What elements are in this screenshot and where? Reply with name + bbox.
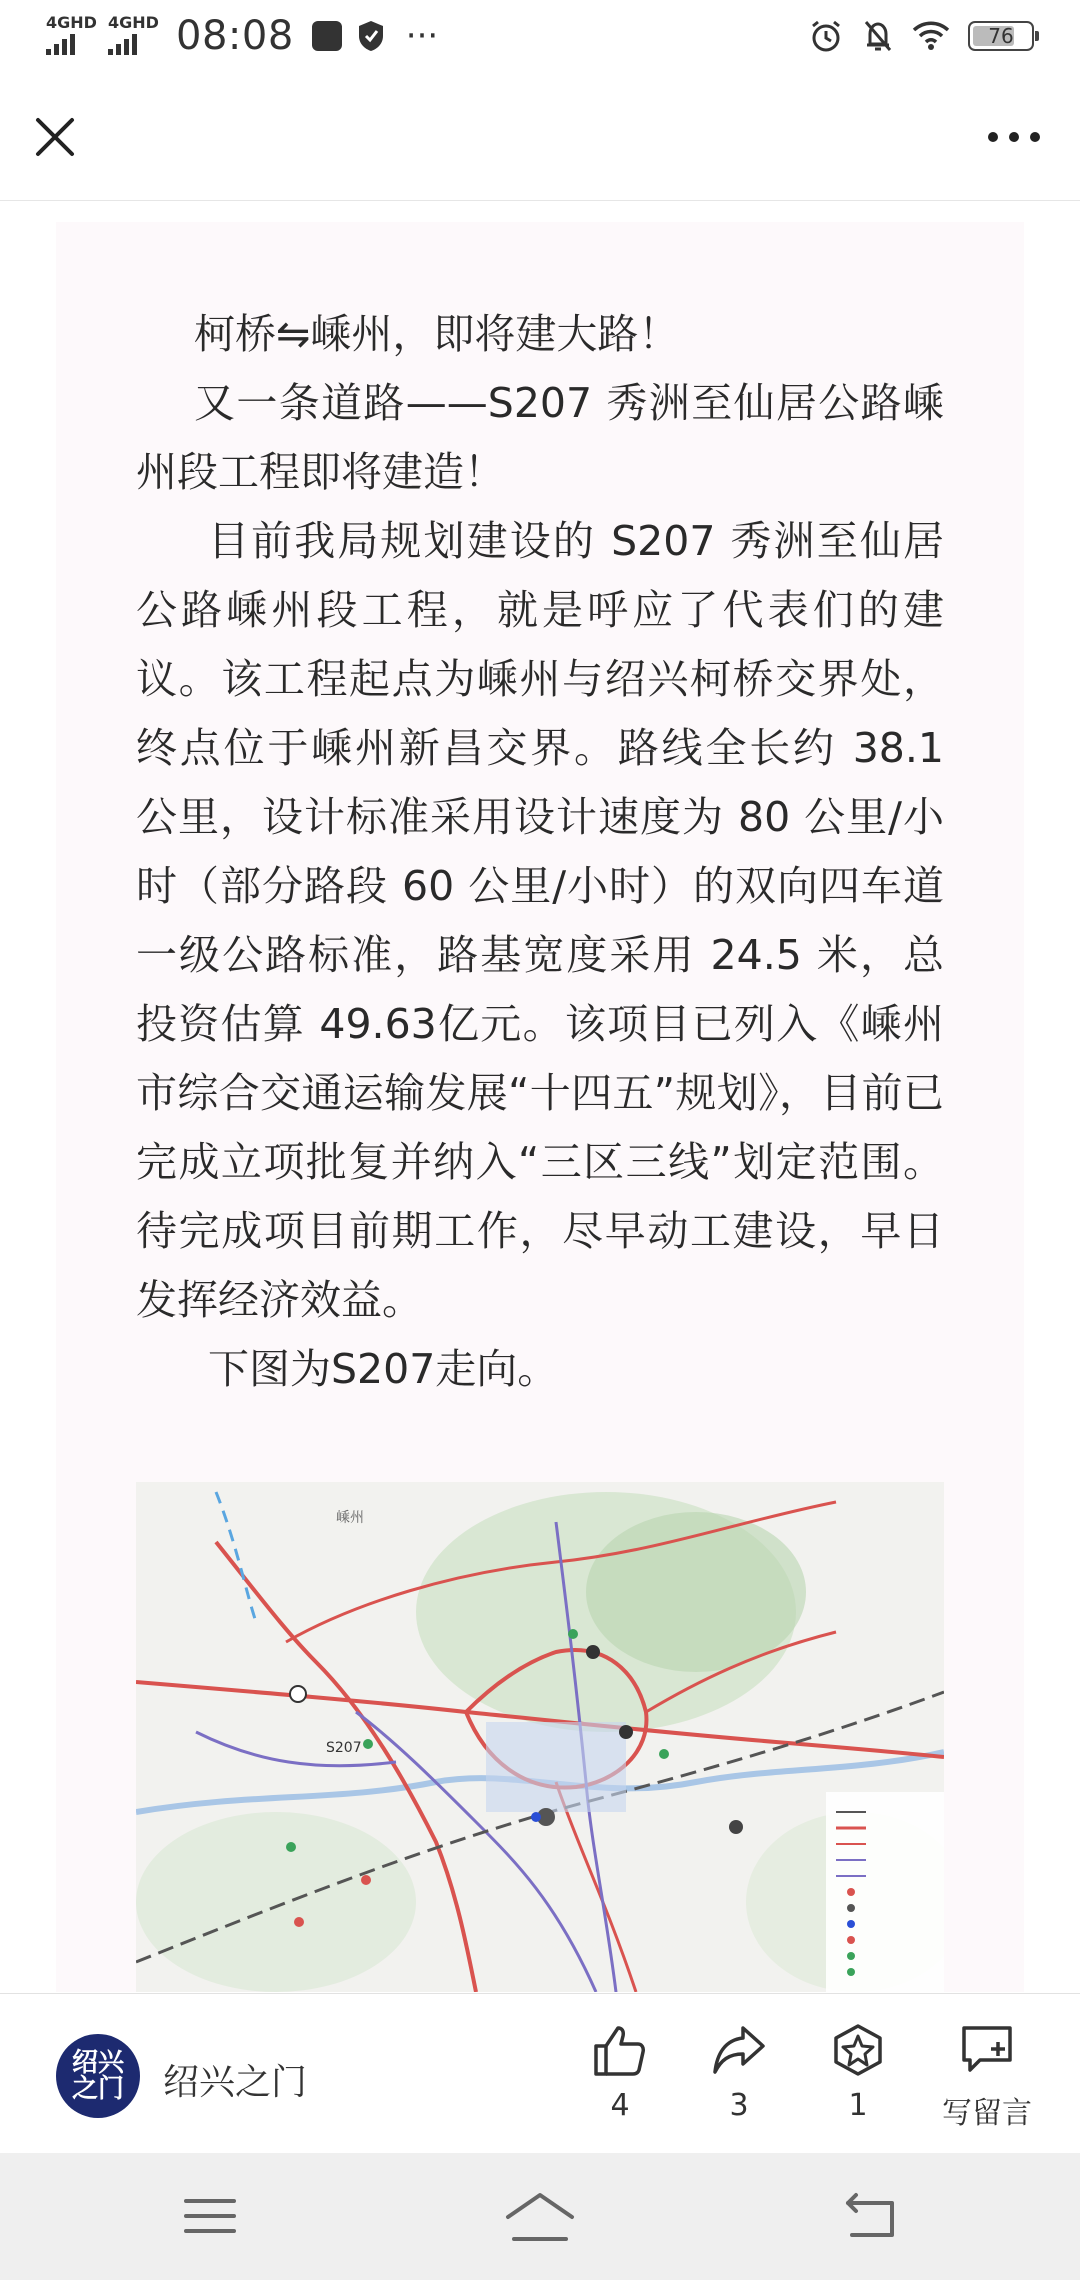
network-type-label: 4GHD <box>46 13 97 32</box>
network-type-label-2: 4GHD <box>108 13 159 32</box>
system-nav-bar <box>0 2153 1080 2280</box>
article-paragraph: 下图为S207走向。 <box>208 1345 559 1393</box>
like-count: 4 <box>610 2088 630 2123</box>
back-icon <box>840 2189 900 2245</box>
thumbs-up-icon <box>590 2022 650 2078</box>
close-button[interactable] <box>30 112 80 162</box>
back-button[interactable] <box>840 2189 900 2245</box>
share-arrow-icon <box>711 2022 767 2078</box>
shield-icon <box>356 19 386 53</box>
home-button[interactable] <box>500 2189 580 2245</box>
share-count: 3 <box>729 2088 749 2123</box>
comment-add-icon <box>958 2022 1016 2078</box>
route-map-image[interactable] <box>136 1482 944 1992</box>
favorite-button[interactable] <box>803 2022 913 2132</box>
article-action-bar <box>0 1993 1080 2154</box>
top-navigation <box>0 72 1080 201</box>
article-headline: 柯桥⇋嵊州，即将建大路！ <box>194 310 680 358</box>
cellular-signal-icon <box>46 15 98 57</box>
home-icon <box>500 2189 580 2245</box>
status-bar <box>0 0 1080 72</box>
write-comment-button[interactable] <box>922 2022 1052 2132</box>
more-options-button[interactable] <box>984 114 1044 160</box>
share-button[interactable] <box>684 2022 794 2132</box>
wifi-icon <box>912 20 950 52</box>
close-icon <box>34 116 76 158</box>
cellular-signal-icon-2 <box>108 15 160 57</box>
mute-icon <box>862 18 894 54</box>
publisher-name[interactable]: 绍兴之门 <box>163 2062 308 2103</box>
article-paragraph: 目前我局规划建设的 S207 秀洲至仙居公路嵊州段工程，就是呼应了代表们的建议。该工程起点为嵊州与绍兴柯桥交界处，终点位于嵊州新昌交界。路线全长约 38.1 公里，设计标准采用设计速度为 80 公里/小时（部分路段 60 公里/小时）的双向四车道一级公路标准，路基宽度采用 24.5 米，总投资估算 49.63亿元。该项目已列入《嵊州市综合交通运输发展“十四五”规划》，目前已完成立项批复并纳入“三区三线”划定范围。待完成项目前期工作，尽早动工建设，早日发挥经济效益。 <box>136 517 944 1324</box>
menu-icon <box>180 2191 240 2241</box>
route-map-graphic <box>136 1482 944 1992</box>
like-button[interactable] <box>565 2022 675 2132</box>
menu-button[interactable] <box>180 2191 240 2241</box>
alarm-icon <box>808 18 844 54</box>
article-paragraph: 又一条道路——S207 秀洲至仙居公路嵊州段工程即将建造！ <box>136 379 944 496</box>
favorite-count: 1 <box>848 2088 868 2123</box>
write-comment-label: 写留言 <box>942 2096 1032 2131</box>
battery-icon <box>968 21 1034 51</box>
publisher-logo[interactable] <box>56 2034 140 2118</box>
battery-level: 76 <box>988 24 1014 48</box>
favorite-star-icon <box>830 2022 886 2078</box>
publisher-logo-text: 绍兴 之门 <box>71 2048 124 2104</box>
more-horizontal-icon <box>987 131 1041 143</box>
more-notifications-icon: ··· <box>405 16 439 56</box>
article-body <box>136 300 944 1404</box>
clock: 08:08 <box>176 13 294 59</box>
map-city-label: 嵊州 <box>336 1510 364 1526</box>
map-road-label: S207 <box>326 1740 362 1756</box>
message-app-icon <box>312 21 342 51</box>
